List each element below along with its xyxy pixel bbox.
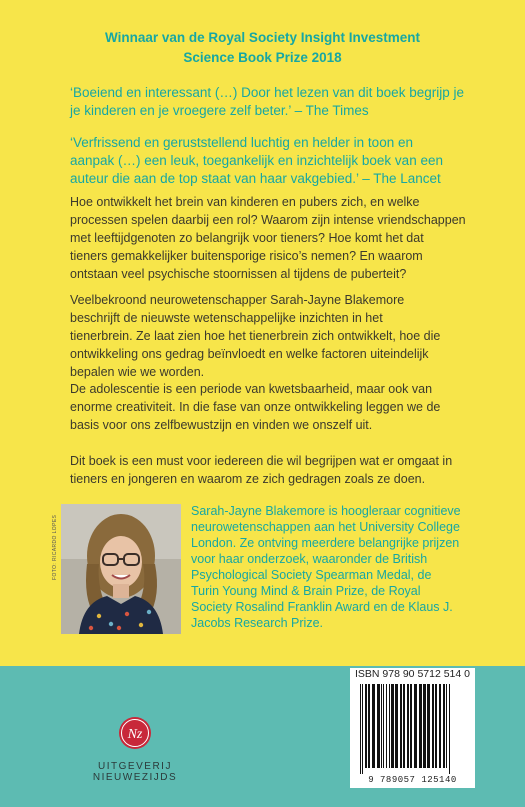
quote-the-lancet (70, 134, 490, 188)
barcode-bar (446, 684, 447, 768)
barcode-bar (377, 684, 380, 768)
award-heading (0, 28, 525, 68)
quote-line: auteur die aan de top staat van haar vakgebied.’ – The Lancet (70, 171, 441, 186)
blurb-line: met leeftijdgenoten zo belangrijk voor tieners? Hoe komt het dat (70, 231, 424, 245)
barcode-bar (449, 684, 450, 774)
blurb-line: basis voor ons zelfbewustzijn en vinden we onszelf uit. (70, 418, 373, 432)
blurb-paragraph-2 (70, 291, 480, 381)
barcode-bar (410, 684, 412, 768)
barcode-bar (423, 684, 426, 768)
barcode-bar (383, 684, 384, 768)
bio-line: Sarah-Jayne Blakemore is hoogleraar cognitieve (191, 504, 461, 518)
blurb-line: Dit boek is een must voor iedereen die wil begrijpen wat er omgaat in (70, 454, 453, 468)
blurb-line: tieners gemakkelijker buitensporige risico’s nemen? En waarom (70, 249, 423, 263)
blurb-line: bepalen wie we worden. (70, 365, 205, 379)
blurb-line: tieners en jongeren en waarom ze zich gedragen zoals ze doen. (70, 472, 426, 486)
blurb-line: ontstaan veel psychische stoornissen al tijdens de puberteit? (70, 267, 407, 281)
barcode-bar (403, 684, 405, 768)
barcode-bar (386, 684, 387, 768)
barcode-box (350, 668, 475, 788)
barcode-bar (414, 684, 417, 768)
photo-credit: FOTO: RICARDO LOPES (52, 514, 58, 580)
barcode-bar (389, 684, 390, 768)
author-bio (191, 503, 461, 631)
quote-line: ‘Boeiend en interessant (…) Door het lezen van dit boek begrijp je (70, 85, 464, 100)
blurb-line: beschrijft de nieuwste wetenschappelijke inzichten in het (70, 311, 383, 325)
blurb-line: processen spelen daarbij een rol? Waarom zijn intense vriendschappen (70, 213, 466, 227)
barcode-bar (443, 684, 445, 768)
author-portrait-image (61, 504, 181, 634)
bio-line: Turin Young Mind & Brain Prize, de Royal (191, 584, 421, 598)
barcode-bar (439, 684, 441, 768)
blurb-line: ontwikkeling ons gedrag beïnvloedt en welke factoren uiteindelijk (70, 347, 429, 361)
award-line-2: Science Book Prize 2018 (183, 50, 342, 65)
barcode-bar (362, 684, 363, 774)
bio-line: London. Ze ontving meerdere belangrijke prijzen (191, 536, 460, 550)
barcode-bar (435, 684, 437, 768)
bio-line: voor haar onderzoek, waaronder de British (191, 552, 428, 566)
blurb-line: De adolescentie is een periode van kwetsbaarheid, maar ook van (70, 382, 433, 396)
barcode-bar (391, 684, 394, 768)
barcode-bar (360, 684, 361, 774)
blurb-line: Veelbekroond neurowetenschapper Sarah-Jayne Blakemore (70, 293, 405, 307)
barcode-bar (395, 684, 398, 768)
blurb-paragraph-3 (70, 380, 480, 434)
blurb-line: Hoe ontwikkelt het brein van kinderen en pubers zich, en welke (70, 195, 420, 209)
barcode-bar (372, 684, 375, 768)
barcode-bar (427, 684, 430, 768)
bio-line: neurowetenschappen aan het University College (191, 520, 460, 534)
bio-line: Society Rosalind Franklin Award en de Klaus J. (191, 600, 453, 614)
barcode-bar (381, 684, 382, 768)
quote-line: ‘Verfrissend en geruststellend luchtig en helder in toon en (70, 135, 413, 150)
blurb-paragraph-1 (70, 193, 480, 283)
quote-line: je kinderen en je vroegere zelf beter.’ – The Times (70, 103, 369, 118)
barcode-number: 9 789057 125140 (368, 775, 457, 785)
barcode-bar (407, 684, 409, 768)
barcode-bar (432, 684, 434, 768)
barcode-bar (419, 684, 422, 768)
bio-line: Psychological Society Spearman Medal, de (191, 568, 432, 582)
isbn-label: ISBN 978 90 5712 514 0 (354, 668, 470, 680)
quote-line: aanpak (…) een leuk, toegankelijk en inzichtelijk boek van een (70, 153, 443, 168)
author-photo (61, 504, 181, 634)
barcode-bar (365, 684, 367, 768)
publisher-logo-icon (118, 716, 152, 750)
blurb-line: enorme creativiteit. In die fase van onze ontwikkeling leggen we de (70, 400, 441, 414)
barcode-bar (368, 684, 370, 768)
barcode-bar (400, 684, 402, 768)
blurb-paragraph-4 (70, 452, 480, 488)
publisher-name: UITGEVERIJ NIEUWEZIJDS (92, 761, 178, 783)
publisher-logo-text: Nz (127, 727, 143, 742)
quote-the-times (70, 84, 490, 120)
barcode-icon (350, 668, 475, 788)
award-line-1: Winnaar van de Royal Society Insight Investment (105, 30, 420, 45)
bio-line: Jacobs Research Prize. (191, 616, 324, 630)
blurb-line: tienerbrein. Ze laat zien hoe het tienerbrein zich ontwikkelt, hoe die (70, 329, 441, 343)
